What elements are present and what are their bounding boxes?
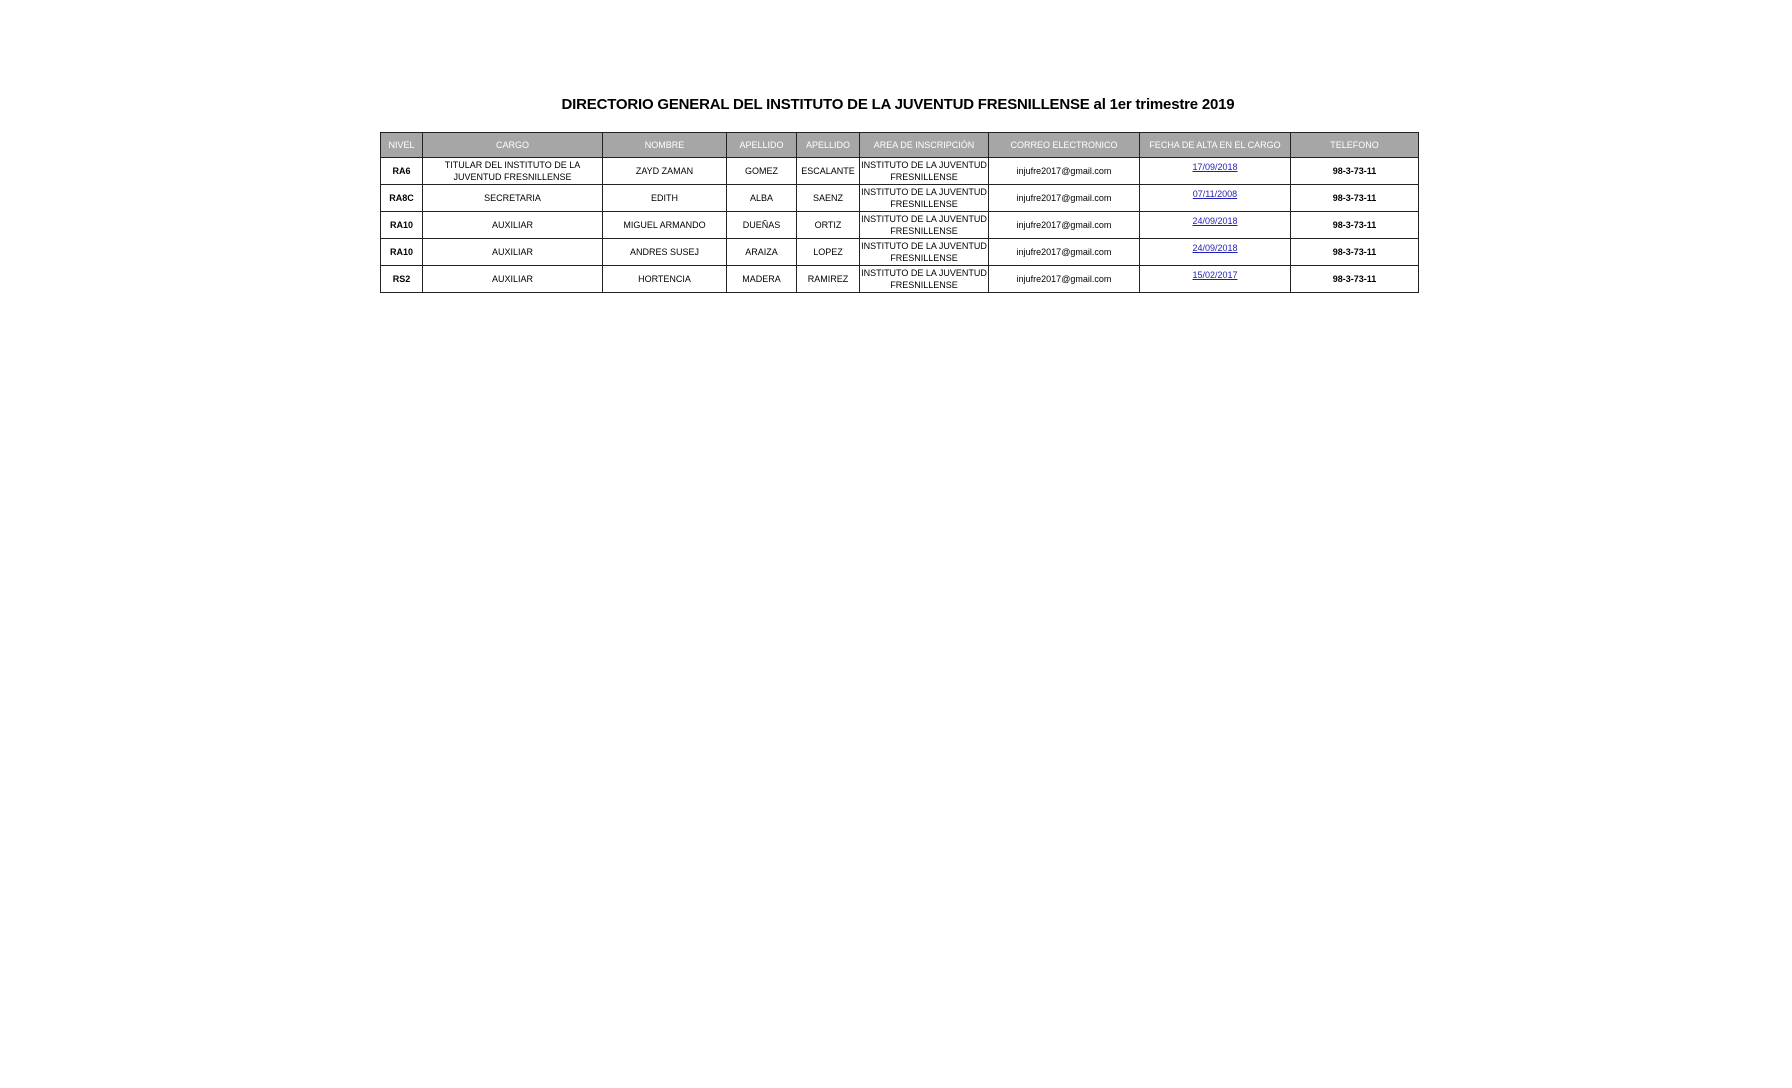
cell-area: INSTITUTO DE LA JUVENTUD FRESNILLENSE [860,212,989,239]
cell-telefono: 98-3-73-11 [1291,185,1419,212]
cell-telefono: 98-3-73-11 [1291,158,1419,185]
header-telefono: TELEFONO [1291,133,1419,158]
cell-nombre: ZAYD ZAMAN [603,158,727,185]
cell-nivel: RA8C [381,185,423,212]
cell-area: INSTITUTO DE LA JUVENTUD FRESNILLENSE [860,185,989,212]
header-correo: CORREO ELECTRONICO [989,133,1140,158]
directory-table [380,132,1419,293]
cell-fecha [1140,239,1291,266]
header-fecha: FECHA DE ALTA EN EL CARGO [1140,133,1291,158]
document-title: DIRECTORIO GENERAL DEL INSTITUTO DE LA JUVENTUD FRESNILLENSE al 1er trimestre 2019 [561,96,1235,113]
cell-apellido-paterno: DUEÑAS [727,212,797,239]
cell-apellido-materno: ESCALANTE [797,158,860,185]
cell-area: INSTITUTO DE LA JUVENTUD FRESNILLENSE [860,266,989,293]
cell-nivel: RS2 [381,266,423,293]
table-row [381,239,1419,266]
cell-apellido-materno: RAMIREZ [797,266,860,293]
table-row [381,158,1419,185]
cell-apellido-paterno: MADERA [727,266,797,293]
cell-nombre: HORTENCIA [603,266,727,293]
cell-nombre: MIGUEL ARMANDO [603,212,727,239]
cell-area: INSTITUTO DE LA JUVENTUD FRESNILLENSE [860,239,989,266]
cell-cargo: SECRETARIA [423,185,603,212]
cell-cargo: TITULAR DEL INSTITUTO DE LA JUVENTUD FRESNILLENSE [423,158,603,185]
header-nombre: NOMBRE [603,133,727,158]
cell-correo: injufre2017@gmail.com [989,266,1140,293]
cell-apellido-materno: SAENZ [797,185,860,212]
cell-fecha [1140,158,1291,185]
cell-cargo: AUXILIAR [423,239,603,266]
table-row [381,212,1419,239]
cell-nivel: RA10 [381,239,423,266]
date-link[interactable]: 15/02/2017 [1192,270,1238,280]
cell-fecha [1140,212,1291,239]
cell-apellido-materno: LOPEZ [797,239,860,266]
header-apellido-materno: APELLIDO [797,133,860,158]
cell-cargo: AUXILIAR [423,266,603,293]
table-row [381,185,1419,212]
cell-nombre: ANDRES SUSEJ [603,239,727,266]
cell-nombre: EDITH [603,185,727,212]
date-link[interactable]: 07/11/2008 [1192,189,1238,199]
date-link[interactable]: 24/09/2018 [1192,243,1238,253]
cell-apellido-paterno: ARAIZA [727,239,797,266]
cell-telefono: 98-3-73-11 [1291,212,1419,239]
cell-correo: injufre2017@gmail.com [989,158,1140,185]
date-link[interactable]: 24/09/2018 [1192,216,1238,226]
header-cargo: CARGO [423,133,603,158]
header-apellido-paterno: APELLIDO [727,133,797,158]
cell-cargo: AUXILIAR [423,212,603,239]
table-row [381,266,1419,293]
cell-correo: injufre2017@gmail.com [989,212,1140,239]
cell-area: INSTITUTO DE LA JUVENTUD FRESNILLENSE [860,158,989,185]
cell-apellido-materno: ORTIZ [797,212,860,239]
cell-correo: injufre2017@gmail.com [989,185,1140,212]
header-nivel: NIVEL [381,133,423,158]
header-area: AREA DE INSCRIPCIÓN [860,133,989,158]
cell-nivel: RA6 [381,158,423,185]
cell-apellido-paterno: GOMEZ [727,158,797,185]
cell-fecha [1140,266,1291,293]
cell-apellido-paterno: ALBA [727,185,797,212]
table-header-row [381,133,1419,158]
cell-nivel: RA10 [381,212,423,239]
cell-correo: injufre2017@gmail.com [989,239,1140,266]
cell-fecha [1140,185,1291,212]
date-link[interactable]: 17/09/2018 [1192,162,1238,172]
cell-telefono: 98-3-73-11 [1291,239,1419,266]
cell-telefono: 98-3-73-11 [1291,266,1419,293]
